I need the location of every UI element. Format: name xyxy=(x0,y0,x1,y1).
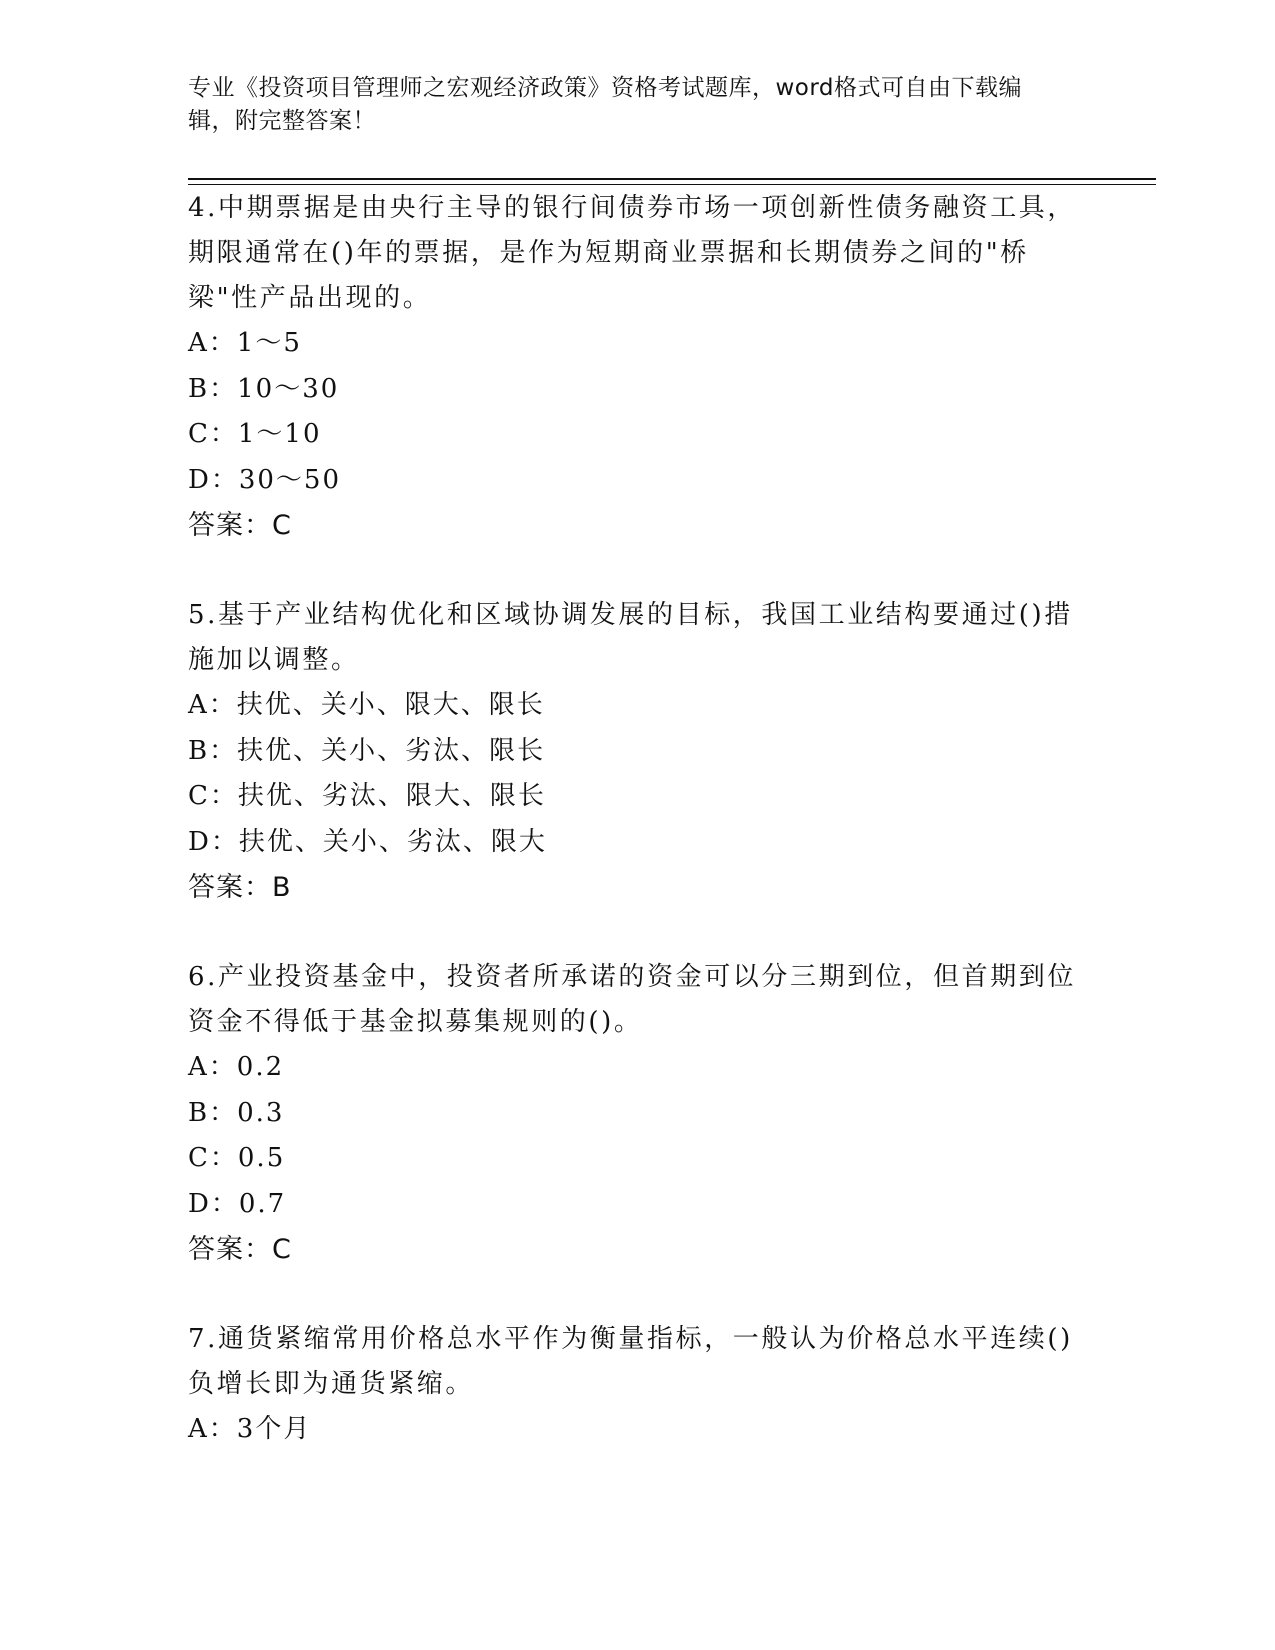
header-title-line-1: 专业《投资项目管理师之宏观经济政策》资格考试题库，word格式可自由下载编 xyxy=(188,75,1023,101)
option-a: A：0.2 xyxy=(188,1052,285,1082)
option-b: B：0.3 xyxy=(188,1097,285,1128)
answer-label: 答案：C xyxy=(188,510,292,541)
header-divider-thick xyxy=(188,178,1156,180)
option-a: A：扶优、关小、限大、限长 xyxy=(188,690,545,720)
question-stem: 7.通货紧缩常用价格总水平作为衡量指标，一般认为价格总水平连续()负增长即为通货紧缩。 xyxy=(188,1324,1073,1399)
option-c: C：1～10 xyxy=(188,419,322,449)
option-b: B：10～30 xyxy=(188,373,340,404)
question-stem: 6.产业投资基金中，投资者所承诺的资金可以分三期到位，但首期到位资金不得低于基金拟募集规则的()。 xyxy=(188,962,1077,1037)
header-divider-thin xyxy=(188,184,1156,185)
option-a: A：3个月 xyxy=(188,1414,312,1444)
question-7 xyxy=(188,1317,1088,1453)
question-stem: 5.基于产业结构优化和区域协调发展的目标，我国工业结构要通过()措施加以调整。 xyxy=(188,600,1073,675)
question-list xyxy=(188,186,1088,1473)
option-b: B：扶优、关小、劣汰、限长 xyxy=(188,735,546,766)
answer-label: 答案：C xyxy=(188,1234,292,1265)
option-c: C：0.5 xyxy=(188,1143,286,1173)
option-d: D：扶优、关小、劣汰、限大 xyxy=(188,826,547,857)
header-title-line-2: 辑，附完整答案！ xyxy=(188,108,376,134)
question-4 xyxy=(188,186,1088,549)
option-d: D：0.7 xyxy=(188,1188,287,1219)
question-stem: 4.中期票据是由央行主导的银行间债券市场一项创新性债务融资工具，期限通常在()年的票据，是作为短期商业票据和长期债券之间的"桥梁"性产品出现的。 xyxy=(188,193,1077,313)
option-d: D：30～50 xyxy=(188,464,342,495)
question-6 xyxy=(188,955,1088,1273)
document-header xyxy=(188,72,1088,138)
answer-label: 答案：B xyxy=(188,872,292,903)
question-5 xyxy=(188,593,1088,911)
option-c: C：扶优、劣汰、限大、限长 xyxy=(188,781,546,811)
option-a: A：1～5 xyxy=(188,328,302,358)
